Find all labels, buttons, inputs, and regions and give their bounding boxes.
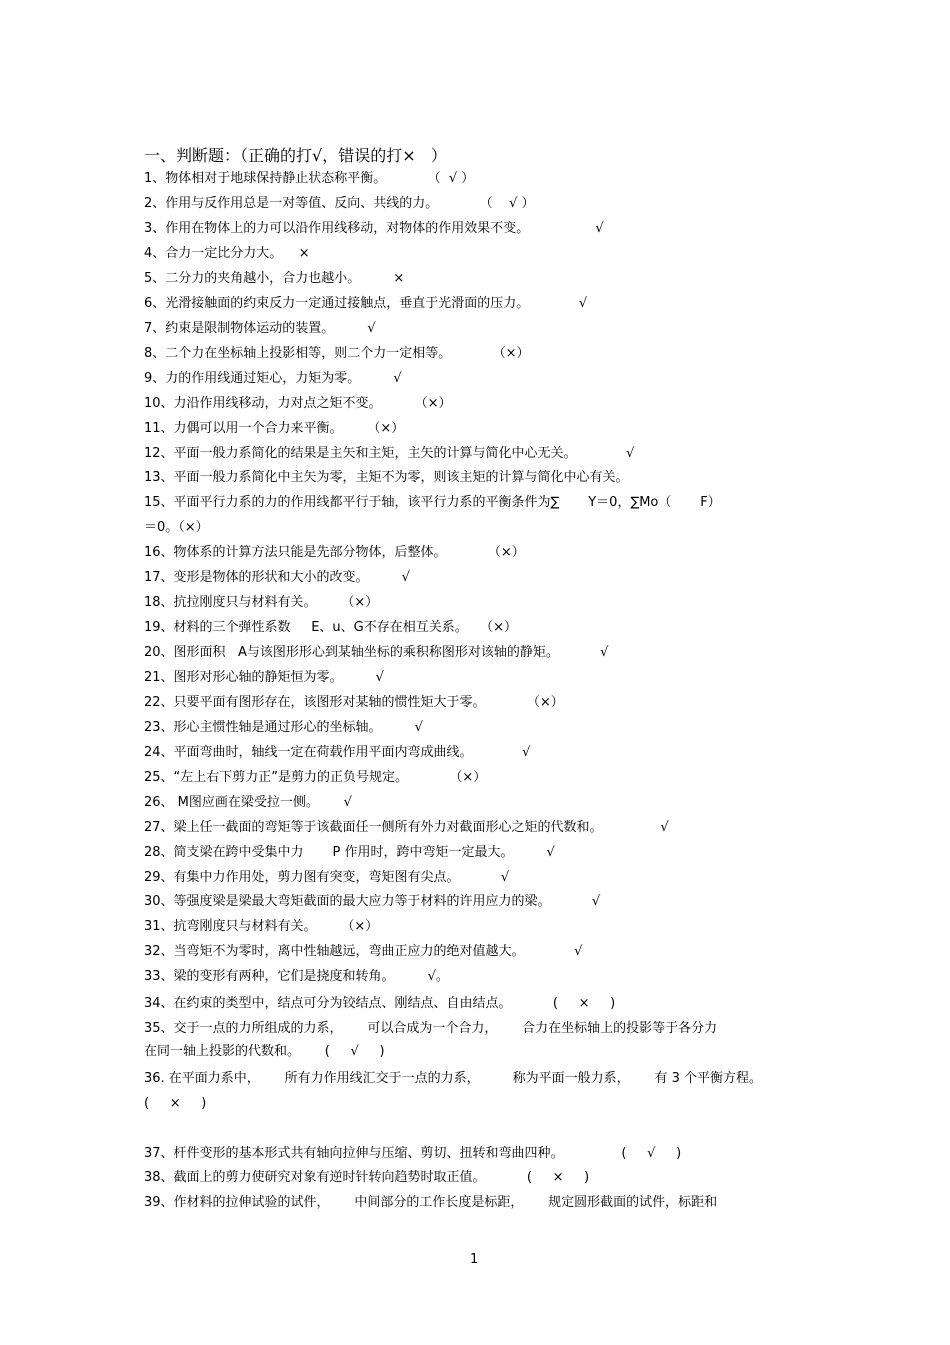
question-line: 38、截面上的剪力使研究对象有逆时针转向趋势时取正值。 ( × ) [144,1170,590,1185]
question-line: 27、梁上任一截面的弯矩等于该截面任一侧所有外力对截面形心之矩的代数和。 √ [144,820,669,835]
question-line: 11、力偶可以用一个合力来平衡。 （×） [144,421,405,436]
question-line: 16、物体系的计算方法只能是先部分物体，后整体。 （×） [144,545,525,560]
question-line: 35、交于一点的力所组成的力系， 可以合成为一个合力， 合力在坐标轴上的投影等于各分力 [144,1021,718,1036]
question-line: ＝0。（×） [144,520,209,535]
question-line: 2、作用与反作用总是一对等值、反向、共线的力。 （ √ ） [144,196,535,211]
question-line: 22、只要平面有图形存在，该图形对某轴的惯性矩大于零。 （×） [144,695,564,710]
question-line: 33、梁的变形有两种，它们是挠度和转角。 √。 [144,969,449,984]
question-line: 39、作材料的拉伸试验的试件， 中间部分的工作长度是标距， 规定圆形截面的试件，标距和 [144,1195,718,1210]
question-line: 34、在约束的类型中，结点可分为铰结点、刚结点、自由结点。 ( × ) [144,996,616,1011]
question-line: 在同一轴上投影的代数和。 ( √ ) [144,1044,385,1059]
question-line: 19、材料的三个弹性系数 E、u、G不存在相互关系。 （×） [144,620,518,635]
question-line: 9、力的作用线通过矩心，力矩为零。 √ [144,371,402,386]
question-line: 31、抗弯刚度只与材料有关。 （×） [144,919,379,934]
question-line: 32、当弯矩不为零时，离中性轴越远，弯曲正应力的绝对值越大。 √ [144,944,583,959]
question-line: 21、图形对形心轴的静矩恒为零。 √ [144,670,384,685]
question-line: 25、“左上右下剪力正”是剪力的正负号规定。 （×） [144,770,487,785]
question-line: 12、平面一般力系简化的结果是主矢和主矩，主矢的计算与简化中心无关。 √ [144,446,635,461]
question-line: 15、平面平行力系的力的作用线都平行于轴，该平行力系的平衡条件为∑ Y＝0，∑Mo（ F） [144,495,721,510]
question-line: 17、变形是物体的形状和大小的改变。 √ [144,570,410,585]
page-number: 1 [470,1252,479,1267]
question-line: 7、约束是限制物体运动的装置。 √ [144,321,376,336]
question-line: ( × ) [144,1096,207,1111]
question-line: 5、二分力的夹角越小，合力也越小。 × [144,271,405,286]
question-line: 1、物体相对于地球保持静止状态称平衡。 （ √ ） [144,171,475,186]
question-line: 37、杆件变形的基本形式共有轴向拉伸与压缩、剪切、扭转和弯曲四种。 ( √ ) [144,1146,682,1161]
question-line: 4、合力一定比分力大。 × [144,246,310,261]
question-line: 20、图形面积 A与该图形形心到某轴坐标的乘积称图形对该轴的静矩。 √ [144,645,609,660]
question-line: 18、抗拉刚度只与材料有关。 （×） [144,595,379,610]
question-line: 8、二个力在坐标轴上投影相等，则二个力一定相等。 （×） [144,346,530,361]
question-line: 36. 在平面力系中， 所有力作用线汇交于一点的力系， 称为平面一般力系， 有 3 个平衡方程。 [144,1071,762,1086]
question-line: 29、有集中力作用处，剪力图有突变，弯矩图有尖点。 √ [144,870,510,885]
question-line: 6、光滑接触面的约束反力一定通过接触点，垂直于光滑面的压力。 √ [144,296,588,311]
question-line: 10、力沿作用线移动，力对点之矩不变。 （×） [144,396,452,411]
question-line: 3、作用在物体上的力可以沿作用线移动，对物体的作用效果不变。 √ [144,221,604,236]
question-line: 30、等强度梁是梁最大弯矩截面的最大应力等于材料的许用应力的梁。 √ [144,894,601,909]
question-line: 13、平面一般力系简化中主矢为零，主矩不为零，则该主矩的计算与简化中心有关。 [144,470,629,485]
question-line: 28、简支梁在跨中受集中力 P 作用时，跨中弯矩一定最大。 √ [144,845,555,860]
question-line: 24、平面弯曲时，轴线一定在荷载作用平面内弯成曲线。 √ [144,745,531,760]
question-line: 23、形心主惯性轴是通过形心的坐标轴。 √ [144,720,423,735]
question-line: 26、 M图应画在梁受拉一侧。 √ [144,795,352,810]
section-heading: 一、判断题：（正确的打√，错误的打× ） [144,146,447,165]
